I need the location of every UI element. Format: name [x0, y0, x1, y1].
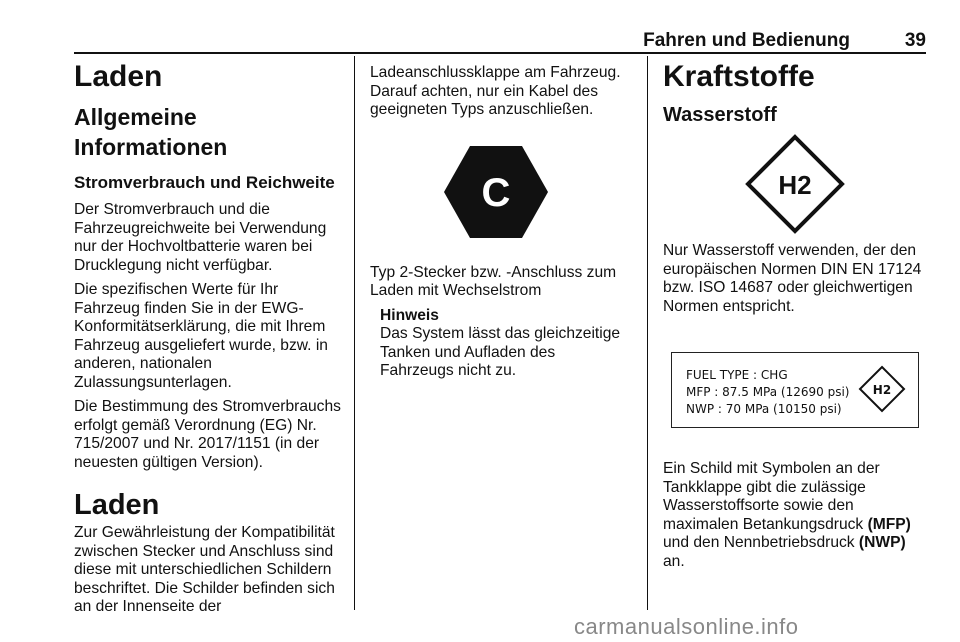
column-1	[74, 58, 344, 623]
paragraph: Zur Gewährleistung der Kompatibilität zwischen Stecker und Anschluss sind diese mit unterschiedlichen Schildern beschriftet. Die Schilder befinden sich an der Innenseite der	[74, 524, 335, 615]
note-title: Hinweis	[380, 306, 439, 324]
nwp-abbrev: (NWP)	[858, 534, 906, 551]
fuel-type-label	[671, 352, 919, 428]
running-header-title: Fahren und Bedienung	[643, 30, 850, 51]
label-mfp: MFP : 87.5 MPa (12690 psi)	[686, 385, 850, 399]
heading-stromverbrauch: Stromverbrauch und Reichweite	[74, 173, 335, 192]
section-title-laden: Laden	[74, 60, 163, 93]
hydrogen-h2-icon	[745, 134, 845, 234]
header-rule	[74, 52, 926, 54]
label-fuel-type: FUEL TYPE : CHG	[686, 368, 788, 382]
watermark: carmanualsonline.info	[574, 614, 799, 639]
heading-wasserstoff: Wasserstoff	[663, 104, 777, 126]
note-box	[380, 307, 632, 381]
column-divider-1	[354, 56, 355, 610]
heading-allgemeine-informationen: Allgemeine Informationen	[74, 104, 228, 160]
heading-laden: Laden	[74, 489, 160, 521]
section-title-kraftstoffe: Kraftstoffe	[663, 60, 815, 93]
paragraph: Der Stromverbrauch und die Fahrzeugreichweite bei Verwendung nur der Hochvoltbatterie waren bei Drucklegung nicht verfügbar.	[74, 201, 327, 274]
paragraph: Typ 2-Stecker bzw. -Anschluss zum Laden mit Wechselstrom	[370, 263, 617, 299]
paragraph: Nur Wasserstoff verwenden, der den europäischen Normen DIN EN 17124 bzw. ISO 14687 oder gleichwertigen Normen entspricht.	[663, 242, 922, 315]
label-h2-icon	[858, 365, 906, 413]
paragraph: Ladeanschlussklappe am Fahrzeug. Darauf achten, nur ein Kabel des geeigneten Typs anzuschließen.	[370, 64, 621, 118]
column-3	[663, 58, 928, 577]
page-number: 39	[904, 30, 926, 51]
paragraph: Die Bestimmung des Stromverbrauchs erfolgt gemäß Verordnung (EG) Nr. 715/2007 und Nr. 2017/1151 (in der neuesten gültigen Version).	[74, 398, 341, 471]
hydrogen-icon-label: H2	[778, 170, 812, 200]
column-divider-2	[647, 56, 648, 610]
paragraph: Die spezifischen Werte für Ihr Fahrzeug finden Sie in der EWG-Konformitätserklärung, die mit Ihrem Fahrzeug ausgeliefert wurde, bzw. in anderen, nationalen Zulassungsunterlagen.	[74, 281, 328, 391]
label-nwp: NWP : 70 MPa (10150 psi)	[686, 402, 842, 416]
note-text: Das System lässt das gleichzeitige Tanken und Aufladen des Fahrzeugs nicht zu.	[380, 325, 621, 379]
text-run: Ein Schild mit Symbolen an der Tankklappe gibt die zulässige Wasserstoffsorte sowie den maximalen Betankungsdruck	[663, 460, 880, 533]
mfp-abbrev: (MFP)	[867, 515, 911, 533]
column-2	[370, 64, 632, 381]
text-run: an.	[663, 552, 685, 570]
text-run: und den Nennbetriebsdruck	[663, 534, 859, 551]
type-c-connector-icon	[444, 146, 548, 238]
connector-letter: C	[481, 170, 511, 215]
label-h2-text: H2	[872, 383, 892, 397]
paragraph	[663, 460, 928, 571]
